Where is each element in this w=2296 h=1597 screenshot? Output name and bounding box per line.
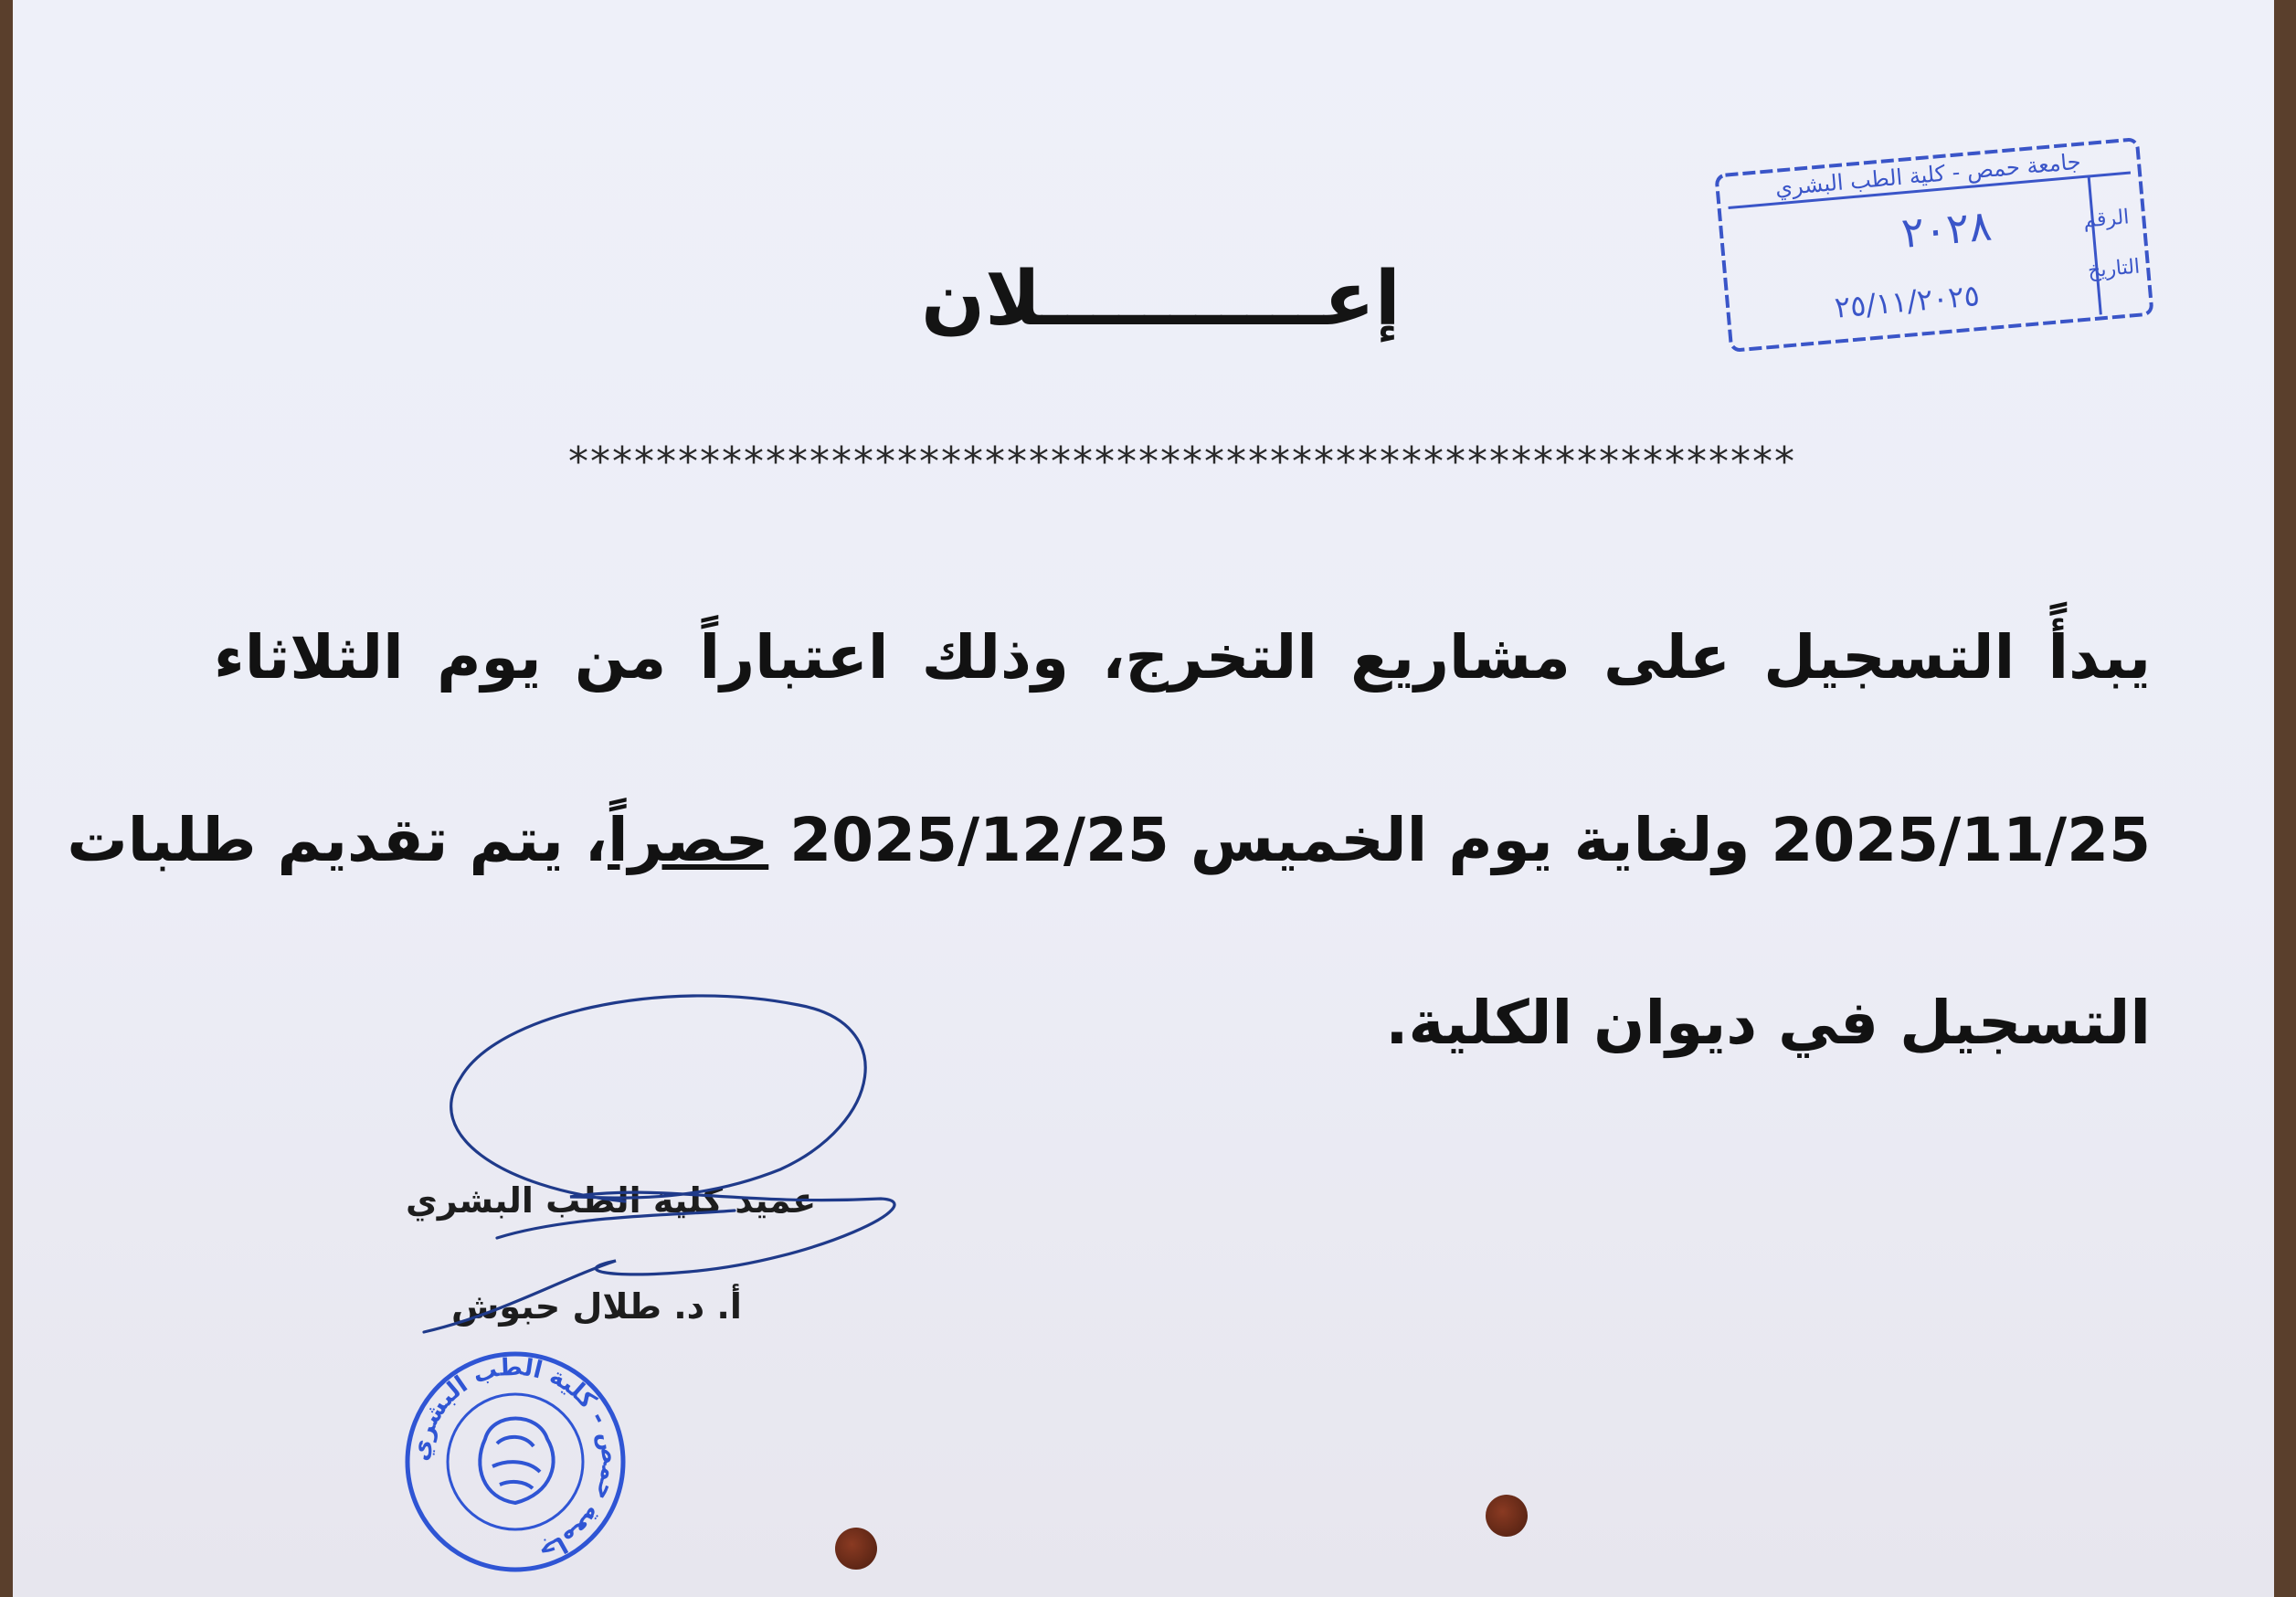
announcement-title: إعـــــــــــلان	[921, 256, 1401, 343]
stamp-date-value: ٢٥/١١/٢٠٢٥	[1833, 277, 1982, 325]
college-seal	[401, 1348, 630, 1576]
handwritten-signature	[387, 987, 917, 1334]
stamp-date-label: التاريخ	[2087, 255, 2142, 283]
stamp-header: جامعة حمص - كلية الطب البشري	[1773, 148, 2082, 201]
received-stamp	[1712, 135, 2156, 354]
punch-hole	[835, 1528, 877, 1570]
line2-after: ، يتم تقديم طلبات	[67, 805, 608, 875]
seal-ring-text: جامعة حمص - كلية الطب البشري	[407, 1353, 625, 1566]
seal-emblem	[480, 1419, 553, 1504]
signatory-name: أ. د. طلال حبوش	[451, 1286, 742, 1327]
paragraph-line-3: التسجيل في ديوان الكلية.	[1385, 988, 2151, 1058]
stamp-number-label: الرقم	[2082, 206, 2131, 233]
underlined-word: حصراً	[607, 805, 769, 875]
paragraph-line-1: يبدأً التسجيل على مشاريع التخرج، وذلك اعتباراً من يوم الثلاثاء	[214, 622, 2151, 693]
signatory-title: عميد كلية الطب البشري	[406, 1180, 817, 1221]
stamp-number-value: ٢٠٢٨	[1899, 200, 1994, 258]
star-separator: ********************************************************	[568, 439, 1796, 485]
document-page	[13, 0, 2274, 1597]
paragraph-line-2	[67, 749, 2151, 932]
punch-hole	[1486, 1495, 1528, 1537]
line2-before: 2025/11/25 ولغاية يوم الخميس 2025/12/25	[768, 805, 2151, 875]
